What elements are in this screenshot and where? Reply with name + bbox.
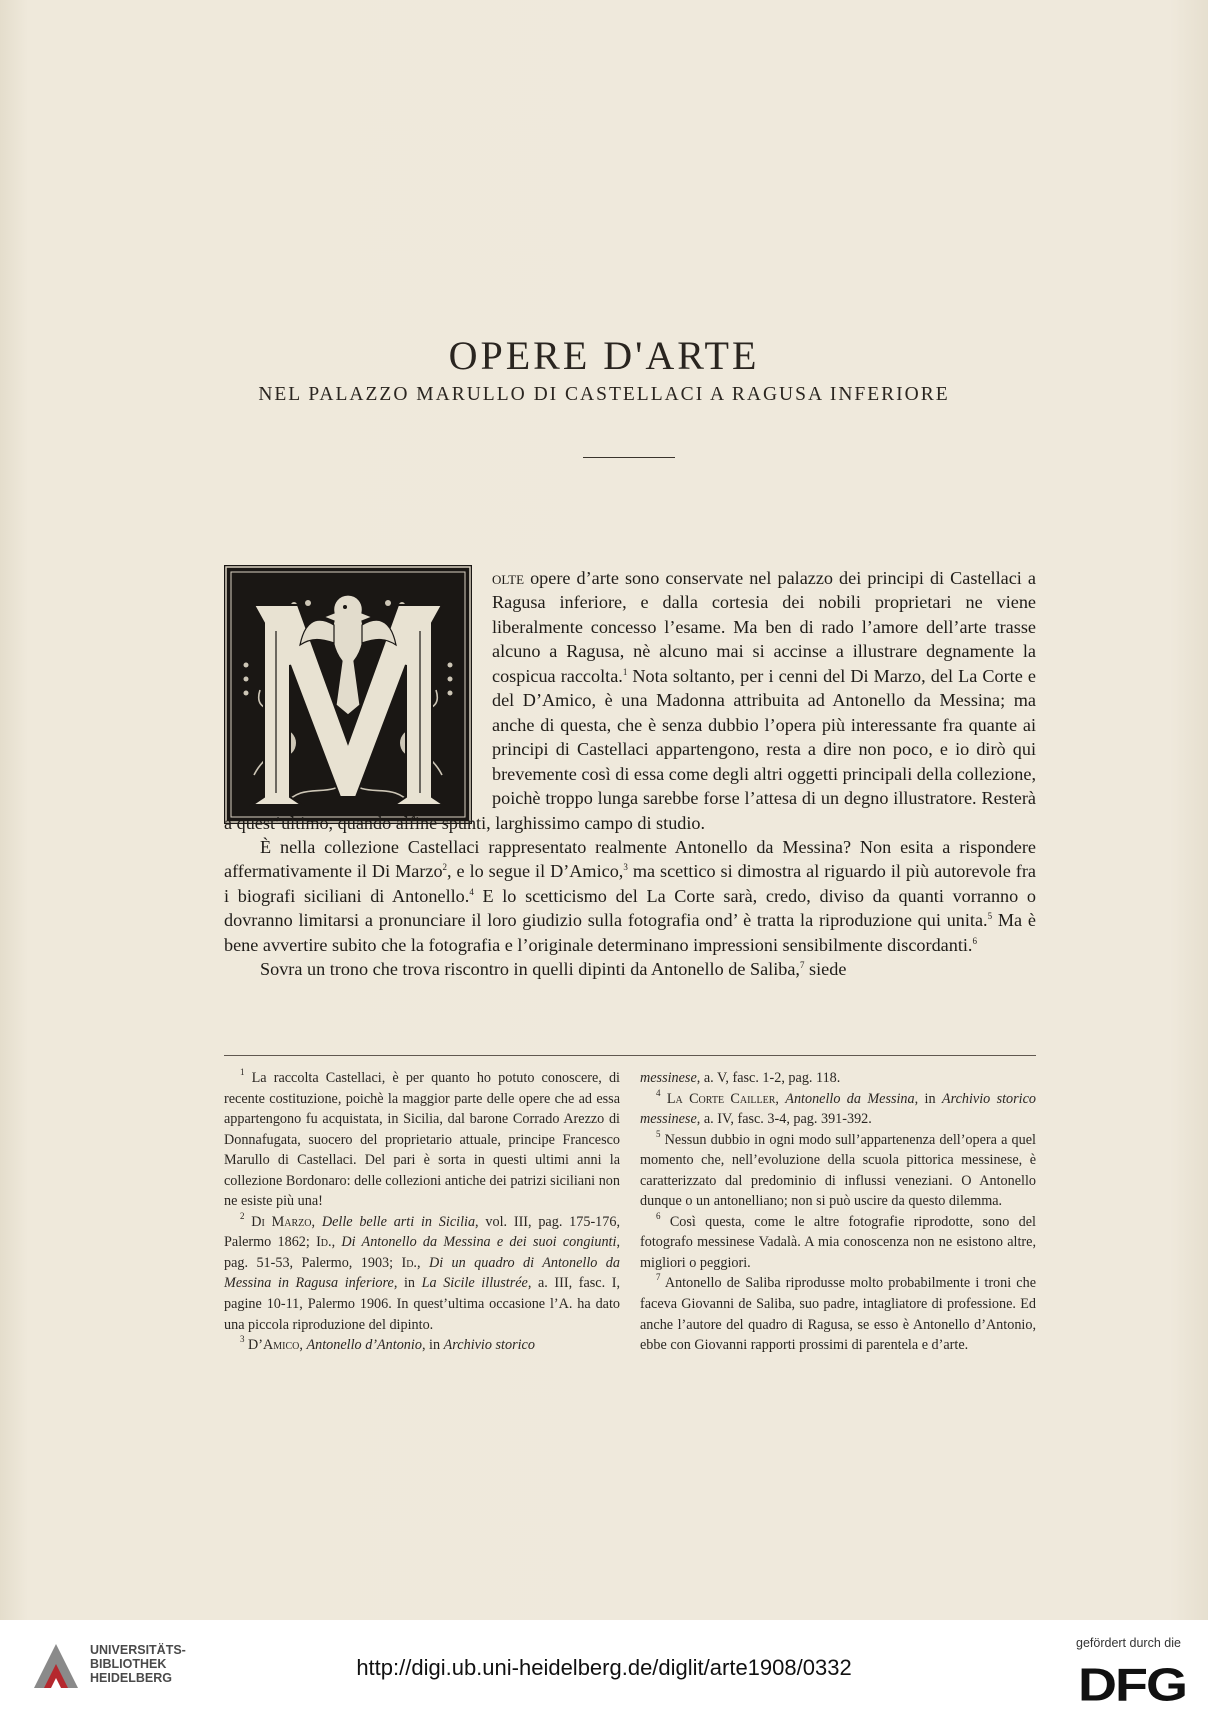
paragraph-text: Nota soltanto, per i cenni del Di Marzo, del La Corte e del D’Amico, è una Madonna attribuita ad Antonello da Messina; ma anche di questa, che è senza dubbio l’opera più interessante fra quante ai principi di Castellaci appartengono, resta a dire non poco, e io dirò qui brevemente così di essa come degli altri oggetti principali della collezione, poichè troppo lunga sarebbe forse l’attesa di un degno illustratore. Resterà a quest’ultimo, quando alfine spunti, larghissimo campo di studio. xyxy=(224,665,1036,833)
footnotes-left-column xyxy=(224,1068,620,1356)
paragraph-text: siede xyxy=(804,959,847,980)
footnote-title: Delle belle arti in Sicilia xyxy=(321,1213,476,1230)
footnote-title: Archivio storico messinese xyxy=(640,1090,1036,1128)
library-name-line: HEIDELBERG xyxy=(90,1671,172,1685)
paragraph-3 xyxy=(224,957,1036,981)
paragraph-text: , e lo segue il D’Amico, xyxy=(447,861,624,882)
footnote-text: , xyxy=(299,1337,307,1354)
footnote-author: Id. xyxy=(316,1234,332,1251)
footnote-text: La raccolta Castellaci, è per quanto ho potuto conoscere, di recente costituzione, poichè la maggior parte delle opere che ad essa appartengono fu acquistata, in Sicilia, dal barone Corrado Arezzo di Donnafugata, suocero del proprietario attuale, principe Francesco Marullo di Castellaci. Del pari è sorta in questi ultimi anni la collezione Bordonaro: delle collezioni antiche dei patrizi siciliani non ne esiste più una! xyxy=(224,1070,620,1210)
footnote-number: 6 xyxy=(656,1210,661,1221)
footnote-text: Così questa, come le altre fotografie riprodotte, sono del fotografo messinese Vadalà. A mia conoscenza non ne esistono altre, migliori o peggiori. xyxy=(640,1213,1036,1271)
footnote-title: Archivio storico xyxy=(443,1337,535,1354)
footnote-text: , in xyxy=(421,1337,444,1354)
footnote-author: La Corte Cailler xyxy=(660,1090,776,1107)
footnote-text: , a. III, fasc. I, pagine 10-11, Palermo 1906. In quest’ultima occasione l’A. ha dato una piccola riproduzione del dipinto. xyxy=(224,1275,620,1333)
footnote-author: D’Amico xyxy=(244,1337,300,1354)
footnote-text: , vol. III, pag. 175-176, Palermo 1862; xyxy=(224,1213,620,1251)
footnote-text: , in xyxy=(393,1275,422,1292)
footnote-1 xyxy=(224,1068,620,1212)
footnote-ref-2[interactable]: 2 xyxy=(442,862,448,873)
sponsor-label: gefördert durch die xyxy=(1076,1636,1181,1650)
library-name-line: UNIVERSITÄTS- xyxy=(90,1643,186,1657)
footnote-title: Di un quadro di Antonello da Messina in Ragusa inferiore xyxy=(224,1254,620,1292)
footnote-number: 2 xyxy=(240,1210,245,1221)
article-subtitle: NEL PALAZZO MARULLO DI CASTELLACI A RAGUSA INFERIORE xyxy=(258,384,950,405)
footnote-text: , pag. 51-53, Palermo, 1903; xyxy=(224,1234,620,1271)
paragraph-text: Sovra un trono che trova riscontro in quelli dipinti da Antonello de Saliba, xyxy=(260,959,800,980)
footnote-3 xyxy=(224,1335,620,1356)
footnote-title: La Sicile illustrée xyxy=(421,1275,528,1292)
paragraph-text: È nella collezione Castellaci rappresentato realmente Antonello da Messina? Non esita a rispondere affermativamente il Di Marzo xyxy=(224,836,1036,882)
footnote-number: 3 xyxy=(240,1334,245,1345)
footnote-5 xyxy=(640,1130,1036,1212)
dfg-logo[interactable]: DFG xyxy=(1078,1659,1186,1712)
footnote-number: 7 xyxy=(656,1272,661,1283)
permalink-url[interactable]: http://digi.ub.uni-heidelberg.de/diglit/arte1908/0332 xyxy=(356,1655,852,1680)
paragraph-text: Ma è bene avvertire subito che la fotografia e l’originale determinano impressioni sensibilmente discordanti. xyxy=(224,910,1036,955)
article-title: OPERE D'ARTE xyxy=(448,332,760,378)
footnote-author: Di Marzo xyxy=(244,1213,312,1230)
paragraph-text: ma scettico si dimostra al riguardo il più autorevole fra i biografi siciliani di Antonello. xyxy=(224,861,1036,906)
footnote-title: Di Antonello da Messina e dei suoi congiunti xyxy=(341,1234,617,1251)
initial-spacer xyxy=(224,566,492,809)
footnote-text: , a. IV, fasc. 3-4, pag. 391-392. xyxy=(696,1111,872,1128)
footnote-text: Nessun dubbio in ogni modo sull’appartenenza dell’opera a quel momento che, nell’evoluzione della scuola pittorica messinese, è caratterizzato dal predominio di influssi veneziani. O Antonello dunque o un antonelliano; non si può uscire da questo dilemma. xyxy=(640,1131,1036,1210)
article-body xyxy=(224,566,1036,982)
footnote-text: Antonello de Saliba riprodusse molto probabilmente i troni che faceva Giovanni de Saliba, suo padre, intagliatore di professione. Ed anche l’autore del quadro di Ragusa, se esso è Antonello d’Antonio, ebbe con Giovanni rapporti prossimi di parentela e d’arte. xyxy=(640,1275,1036,1354)
footnote-text: , xyxy=(775,1090,786,1107)
footnote-2 xyxy=(224,1212,620,1335)
footnote-6 xyxy=(640,1212,1036,1274)
footnote-ref-4[interactable]: 4 xyxy=(469,886,474,897)
footnote-ref-7[interactable]: 7 xyxy=(799,960,805,971)
footnote-title: Antonello d’Antonio xyxy=(306,1337,422,1354)
footnote-text: , xyxy=(331,1234,342,1251)
title-divider xyxy=(583,457,675,458)
footnote-author: Id. xyxy=(401,1254,417,1271)
footnotes-right-column xyxy=(640,1068,1036,1356)
footnote-ref-5[interactable]: 5 xyxy=(987,911,993,922)
footnote-number: 5 xyxy=(656,1128,661,1139)
footnote-number: 1 xyxy=(240,1067,245,1077)
footnote-text: , xyxy=(416,1254,429,1271)
footnote-number: 4 xyxy=(656,1087,661,1098)
initial-word-rest: olte xyxy=(492,568,525,588)
footnote-ref-6[interactable]: 6 xyxy=(972,935,977,946)
footnote-title: Antonello da Messina xyxy=(785,1090,915,1107)
footnote-text: , a. V, fasc. 1-2, pag. 118. xyxy=(696,1070,841,1086)
library-name-line: BIBLIOTHEK xyxy=(90,1657,167,1671)
footnote-separator xyxy=(224,1055,1036,1056)
footnote-3-continued xyxy=(640,1068,1036,1089)
footnote-ref-1[interactable]: 1 xyxy=(622,666,628,677)
footnote-ref-3[interactable]: 3 xyxy=(623,862,628,873)
paragraph-2 xyxy=(224,835,1036,957)
footnote-text: , xyxy=(311,1213,322,1230)
paragraph-text: opere d’arte sono conservate nel palazzo dei principi di Castellaci a Ragusa inferiore, e dalla cortesia dei nobili proprietari ne viene liberalmente concesso l’esame. Ma ben di rado l’amore dell’arte trasse alcuno a Ragusa, nè alcuno mai si accinse a illustrare degnamente la cospicua raccolta. xyxy=(492,568,1036,686)
paragraph-text: E lo scetticismo del La Corte sarà, credo, diviso da quanti vorranno o dovranno limitarsi a pronunciare il loro giudizio sulla fotografia ond’ è tratta la riproduzione qui unita. xyxy=(224,885,1036,931)
footnote-4 xyxy=(640,1089,1036,1130)
footnote-7 xyxy=(640,1273,1036,1355)
footnote-title: messinese xyxy=(640,1070,697,1086)
footnote-text: , in xyxy=(914,1090,942,1107)
